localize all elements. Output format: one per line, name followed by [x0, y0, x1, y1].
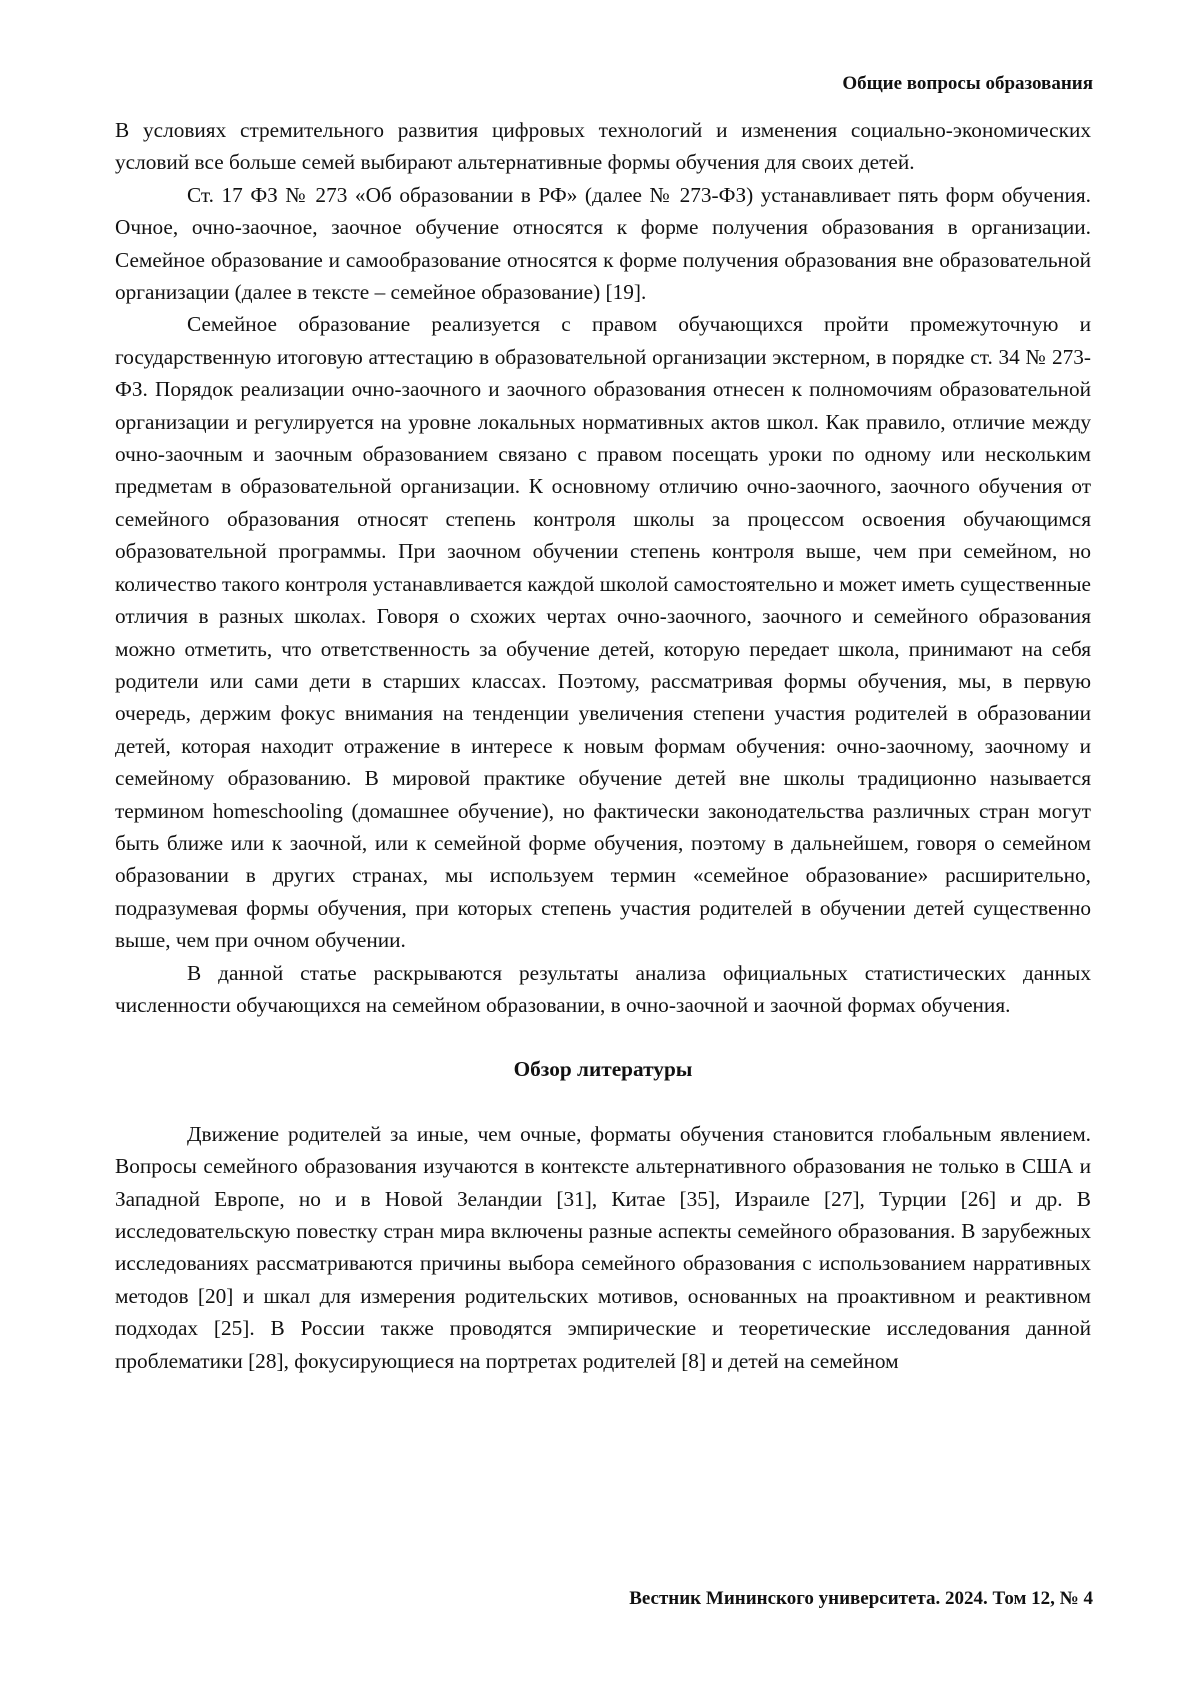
section-heading-literature-review: Обзор литературы: [115, 1053, 1091, 1085]
running-footer: Вестник Мининского университета. 2024. Том 12, № 4: [629, 1587, 1093, 1611]
body-paragraph-1: В условиях стремительного развития цифровых технологий и изменения социально-экономических условий все больше семей выбирают альтернативные формы обучения для своих детей.: [115, 114, 1091, 179]
body-paragraph-4: В данной статье раскрываются результаты анализа официальных статистических данных численности обучающихся на семейном образовании, в очно-заочной и заочной формах обучения.: [115, 957, 1091, 1022]
running-header: Общие вопросы образования: [842, 72, 1093, 96]
body-paragraph-3: Семейное образование реализуется с правом обучающихся пройти промежуточную и государственную итоговую аттестацию в образовательной организации экстерном, в порядке ст. 34 № 273-ФЗ. Порядок реализации очно-заочного и заочного образования отнесен к полномочиям образовательной организации и регулируется на уровне локальных нормативных актов школ. Как правило, отличие между очно-заочным и заочным образованием связано с правом посещать уроки по одному или нескольким предметам в образовательной организации. К основному отличию очно-заочного, заочного обучения от семейного образования относят степень контроля школы за процессом освоения обучающимся образовательной программы. При заочном обучении степень контроля выше, чем при семейном, но количество такого контроля устанавливается каждой школой самостоятельно и может иметь существенные отличия в разных школах. Говоря о схожих чертах очно-заочного, заочного и семейного образования можно отметить, что ответственность за обучение детей, которую передает школа, принимают на себя родители или сами дети в старших классах. Поэтому, рассматривая формы обучения, мы, в первую очередь, держим фокус внимания на тенденции увеличения степени участия родителей в образовании детей, которая находит отражение в интересе к новым формам обучения: очно-заочному, заочному и семейному образованию. В мировой практике обучение детей вне школы традиционно называется термином homeschooling (домашнее обучение), но фактически законодательства различных стран могут быть ближе или к заочной, или к семейной форме обучения, поэтому в дальнейшем, говоря о семейном образовании в других странах, мы используем термин «семейное образование» расширительно, подразумевая формы обучения, при которых степень участия родителей в обучении детей существенно выше, чем при очном обучении.: [115, 308, 1091, 956]
literature-review-paragraph-1: Движение родителей за иные, чем очные, форматы обучения становится глобальным явлением. Вопросы семейного образования изучаются в контексте альтернативного образования не только в США и Западной Европе, но и в Новой Зеландии [31], Китае [35], Израиле [27], Турции [26] и др. В исследовательскую повестку стран мира включены разные аспекты семейного образования. В зарубежных исследованиях рассматриваются причины выбора семейного образования с использованием нарративных методов [20] и шкал для измерения родительских мотивов, основанных на проактивном и реактивном подходах [25]. В России также проводятся эмпирические и теоретические исследования данной проблематики [28], фокусирующиеся на портретах родителей [8] и детей на семейном: [115, 1118, 1091, 1377]
article-body: [115, 114, 1091, 1377]
body-paragraph-2: Ст. 17 ФЗ № 273 «Об образовании в РФ» (далее № 273-ФЗ) устанавливает пять форм обучения. Очное, очно-заочное, заочное обучение относятся к форме получения образования в организации. Семейное образование и самообразование относятся к форме получения образования вне образовательной организации (далее в тексте – семейное образование) [19].: [115, 179, 1091, 309]
document-page: [0, 0, 1200, 1697]
